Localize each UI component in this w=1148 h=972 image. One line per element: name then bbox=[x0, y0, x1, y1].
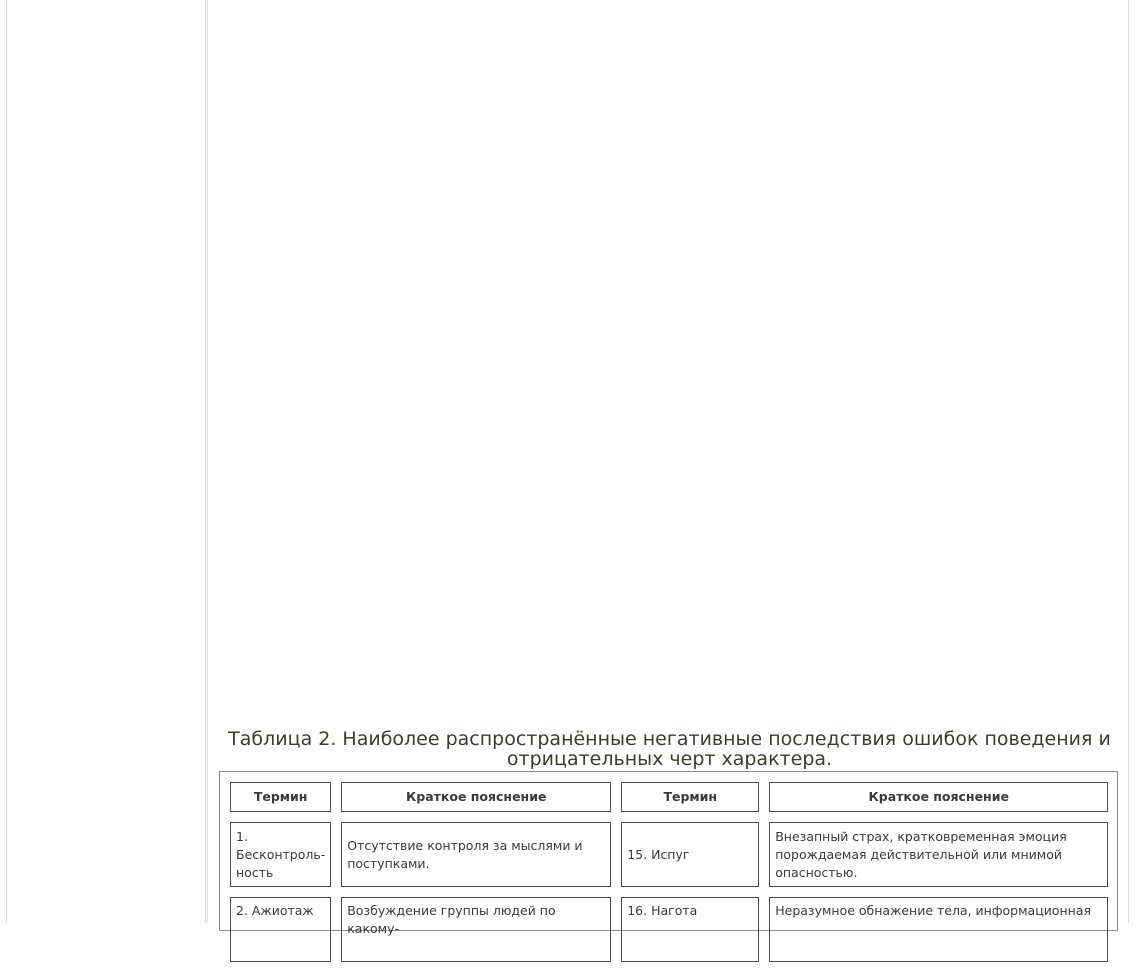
explanation-cell: Неразумное обнажение тела, информационная bbox=[769, 897, 1108, 962]
table-container bbox=[219, 771, 1118, 936]
explanation-cell: Внезапный страх, кратковременная эмоция порождаемая действительной или мнимой опасностью. bbox=[769, 822, 1108, 887]
explanation-cell: Возбуждение группы людей по какому- bbox=[341, 897, 611, 962]
explanation-cell: Отсутствие контроля за мыслями и поступками. bbox=[341, 822, 611, 887]
header-term-1: Термин bbox=[230, 782, 331, 812]
term-cell: 16. Нагота bbox=[621, 897, 759, 962]
main-content bbox=[208, 0, 1129, 936]
table-header-row bbox=[230, 782, 1108, 812]
term-cell: 2. Ажиотаж bbox=[230, 897, 331, 962]
table-row bbox=[230, 822, 1108, 887]
terms-table bbox=[220, 772, 1118, 972]
table-caption: Таблица 2. Наиболее распространённые негативные последствия ошибок поведения и отрицательных черт характера. bbox=[228, 728, 1111, 770]
table-row bbox=[230, 897, 1108, 962]
header-explanation-2: Краткое пояснение bbox=[769, 782, 1108, 812]
term-cell: 15. Испуг bbox=[621, 822, 759, 887]
header-term-2: Термин bbox=[621, 782, 759, 812]
term-cell: 1. Бесконтроль-ность bbox=[230, 822, 331, 887]
header-explanation-1: Краткое пояснение bbox=[341, 782, 611, 812]
left-sidebar bbox=[6, 0, 206, 923]
